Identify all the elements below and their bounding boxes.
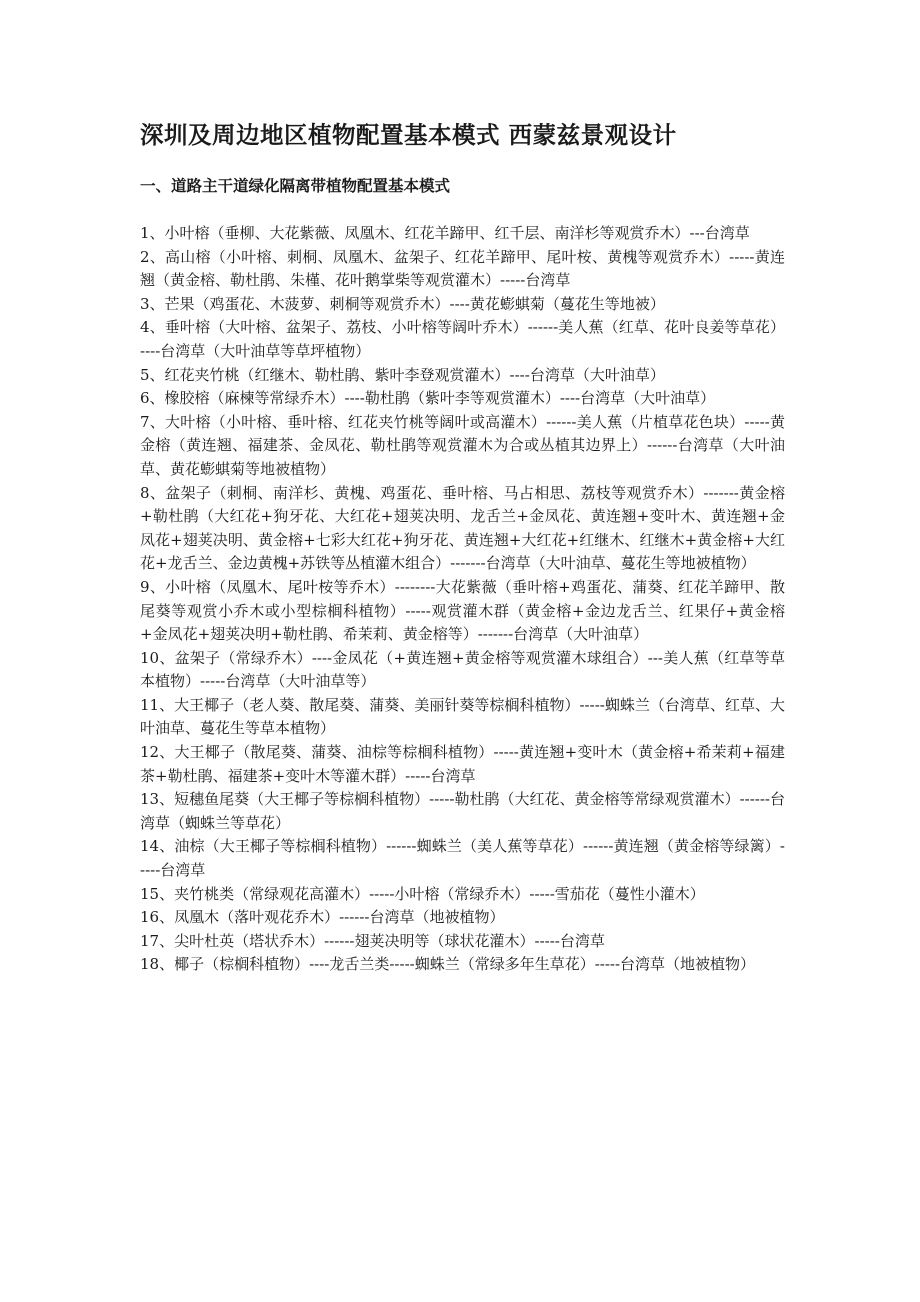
list-item: 8、盆架子（刺桐、南洋杉、黄槐、鸡蛋花、垂叶榕、马占相思、荔枝等观赏乔木）-------黄金榕+勒杜鹃（大红花+狗牙花、大红花+翅荚决明、龙舌兰+金凤花、黄连翘+变叶木、黄连翘+金凤花+翅荚决明、黄金榕+七彩大红花+狗牙花、黄连翘+大红花+红继木、红继木+黄金榕+大红花+龙舌兰、金边黄槐+苏铁等丛植灌木组合）-------台湾草（大叶油草、蔓花生等地被植物） <box>140 483 785 573</box>
document-title: 深圳及周边地区植物配置基本模式 西蒙兹景观设计 <box>140 121 677 149</box>
list-item: 13、短穗鱼尾葵（大王椰子等棕榈科植物）-----勒杜鹃（大红花、黄金榕等常绿观赏灌木）------台湾草（蜘蛛兰等草花） <box>140 790 785 832</box>
list-item: 11、大王椰子（老人葵、散尾葵、蒲葵、美丽针葵等棕榈科植物）-----蜘蛛兰（台湾草、红草、大叶油草、蔓花生等草本植物） <box>140 695 785 738</box>
list-item: 1、小叶榕（垂柳、大花紫薇、凤凰木、红花羊蹄甲、红千层、南洋杉等观赏乔木）---台湾草 <box>140 224 750 242</box>
list-item: 18、椰子（棕榈科植物）----龙舌兰类-----蜘蛛兰（常绿多年生草花）-----台湾草（地被植物） <box>140 955 756 974</box>
list-item: 3、芒果（鸡蛋花、木菠萝、刺桐等观赏乔木）----黄花蟛蜞菊（蔓花生等地被） <box>140 294 665 313</box>
list-item: 7、大叶榕（小叶榕、垂叶榕、红花夹竹桃等阔叶或高灌木）------美人蕉（片植草花色块）-----黄金榕（黄连翘、福建茶、金凤花、勒杜鹃等观赏灌木为合或丛植其边界上）------台湾草（大叶油草、黄花蟛蜞菊等地被植物） <box>140 412 785 478</box>
list-item: 9、小叶榕（凤凰木、尾叶桉等乔木）--------大花紫薇（垂叶榕+鸡蛋花、蒲葵、红花羊蹄甲、散尾葵等观赏小乔木或小型棕榈科植物）-----观赏灌木群（黄金榕+金边龙舌兰、红果仔+黄金榕+金凤花+翅荚决明+勒杜鹃、希茉莉、黄金榕等）-------台湾草（大叶油草） <box>140 577 785 644</box>
list-item: 4、垂叶榕（大叶榕、盆架子、荔枝、小叶榕等阔叶乔木）------美人蕉（红草、花叶良姜等草花）----台湾草（大叶油草等草坪植物） <box>140 318 785 360</box>
list-item: 12、大王椰子（散尾葵、蒲葵、油棕等棕榈科植物）-----黄连翘+变叶木（黄金榕+希茉莉+福建茶+勒杜鹃、福建茶+变叶木等灌木群）-----台湾草 <box>140 743 785 785</box>
list-item: 2、高山榕（小叶榕、刺桐、凤凰木、盆架子、红花羊蹄甲、尾叶桉、黄槐等观赏乔木）-----黄连翘（黄金榕、勒杜鹃、朱槿、花叶鹅掌柴等观赏灌木）-----台湾草 <box>140 247 785 290</box>
list-item: 6、橡胶榕（麻楝等常绿乔木）----勒杜鹃（紫叶李等观赏灌木）----台湾草（大叶油草） <box>140 389 716 408</box>
list-item: 15、夹竹桃类（常绿观花高灌木）-----小叶榕（常绿乔木）-----雪茄花（蔓性小灌木） <box>140 884 705 903</box>
list-item: 5、红花夹竹桃（红继木、勒杜鹃、紫叶李登观赏灌木）----台湾草（大叶油草） <box>140 365 665 384</box>
planting-mode-list <box>140 222 785 977</box>
list-item: 10、盆架子（常绿乔木）----金凤花（+黄连翘+黄金榕等观赏灌木球组合）---美人蕉（红草等草本植物）-----台湾草（大叶油草等） <box>140 648 785 691</box>
list-item: 16、凤凰木（落叶观花乔木）------台湾草（地被植物） <box>140 908 505 927</box>
document-page <box>140 118 785 977</box>
list-item: 14、油棕（大王椰子等棕榈科植物）------蜘蛛兰（美人蕉等草花）------黄连翘（黄金榕等绿篱）-----台湾草 <box>140 837 785 880</box>
list-item: 17、尖叶杜英（塔状乔木）------翅荚决明等（球状花灌木）-----台湾草 <box>140 931 605 950</box>
section-heading: 一、道路主干道绿化隔离带植物配置基本模式 <box>140 177 451 195</box>
